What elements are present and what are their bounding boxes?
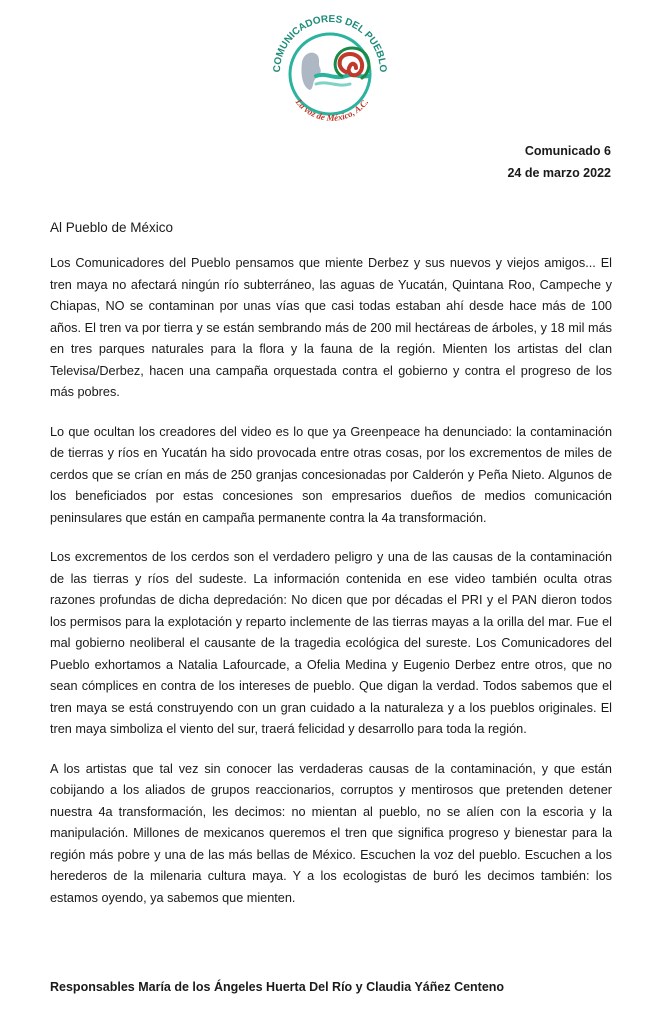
communique-header	[507, 140, 611, 184]
logo-emblem	[250, 6, 410, 132]
communique-date: 24 de marzo 2022	[507, 166, 611, 180]
communique-number: Comunicado 6	[524, 144, 611, 158]
paragraph: Los excrementos de los cerdos son el verdadero peligro y una de las causas de la contaminación de las tierras y ríos del sudeste. La información contenida en ese video también oculta otras razones profundas de dicha depredación: No dicen que por décadas el PRI y el PAN dieron todos los permisos para la explotación y reparto inclemente de las tierras mayas a la orilla del mar. Fue el mal gobierno neoliberal el causante de la tragedia ecológica del sureste. Los Comunicadores del Pueblo exhortamos a Natalia Lafourcade, a Ofelia Medina y Eugenio Derbez entre otros, que no sean cómplices en contra de los intereses de pueblo. Que digan la verdad. Todos sabemos que el tren maya se está construyendo con un gran cuidado a la naturaleza y a los pueblos originales. El tren maya simboliza el viento del sur, traerá felicidad y desarrollo para toda la región.	[50, 550, 612, 736]
wind-wave	[316, 83, 350, 85]
paragraph: Lo que ocultan los creadores del video es lo que ya Greenpeace ha denunciado: la contaminación de tierras y ríos en Yucatán ha sido provocada entre otras cosas, por los excrementos de miles de cerdos que se crían en más de 250 granjas concesionadas por Calderón y Peña Nieto. Algunos de los beneficiados por estas concesiones son empresarios dueños de medios comunicación peninsulares que están en campaña permanente contra la 4a transformación.	[50, 424, 612, 525]
paragraph: A los artistas que tal vez sin conocer las verdaderas causas de la contaminación, y que están cobijando a los aliados de grupos reaccionarios, corruptos y mentirosos que pretenden detener nuestra 4a transformación, les decimos: no mientan al pueblo, no se alíen con la escoria y la manipulación. Millones de mexicanos queremos el tren que significa progreso y bienestar para la región más pobre y una de las más bellas de México. Escuchen la voz del pueblo. Escuchen a los herederos de la milenaria cultura maya. Y a los ecologistas de buró les decimos también: los estamos oyendo, ya sabemos que mienten.	[50, 761, 612, 905]
organization-logo	[250, 6, 410, 132]
spiral-red	[340, 54, 363, 75]
communique-body	[50, 253, 612, 927]
logo-arc-text: COMUNICADORES DEL PUEBLO	[271, 13, 389, 73]
logo-tagline: La voz de México, A.C.	[293, 96, 371, 123]
paragraph: Los Comunicadores del Pueblo pensamos que miente Derbez y sus nuevos y viejos amigos... El tren maya no afectará ningún río subterráneo, las aguas de Yucatán, Quintana Roo, Campeche y Chiapas, NO se contaminan por unas vías que casi todas estaban ahí desde hace más de 100 años. El tren va por tierra y se están sembrando más de 200 mil hectáreas de árboles, y 18 mil más en tres parques naturales para la flora y la fauna de la región. Mienten los artistas del clan Televisa/Derbez, hacen una campaña orquestada contra el gobierno y contra el progreso de los más pobres.	[50, 256, 612, 399]
signature: Responsables María de los Ángeles Huerta Del Río y Claudia Yáñez Centeno	[50, 980, 505, 994]
salutation: Al Pueblo de México	[50, 220, 174, 235]
